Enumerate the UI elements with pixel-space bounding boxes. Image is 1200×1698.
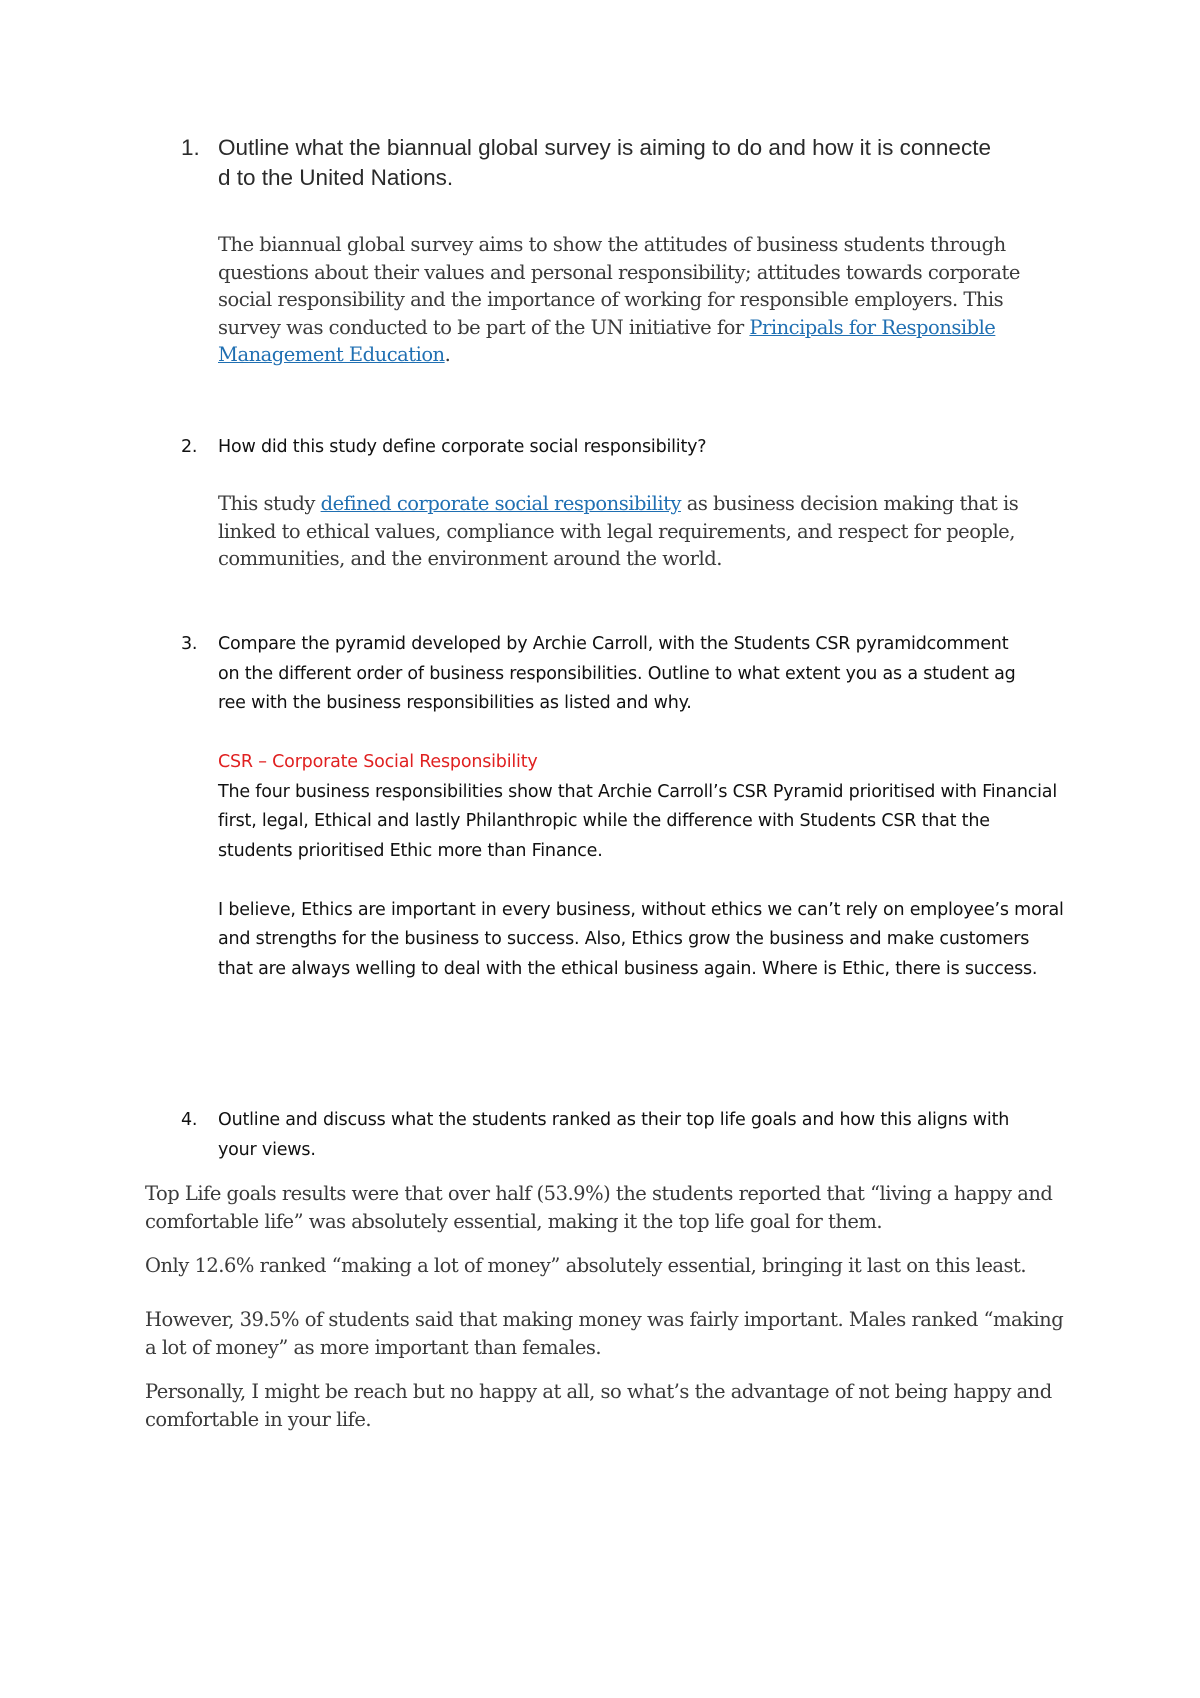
answer-2-text: as business decision making that is linked to ethical values, compliance with legal requirements, and respect for people, communities, and the environment around the world. — [218, 492, 1019, 570]
question-1-line-1: Outline what the biannual global survey is aiming to do and how it is connecte — [218, 135, 991, 160]
question-2-number: 2. — [181, 437, 198, 457]
question-3-text — [218, 630, 1118, 719]
question-3-line-2: on the different order of business responsibilities. Outline to what extent you as a student ag — [218, 663, 1016, 684]
answer-1-end: . — [444, 343, 451, 366]
answer-3-paragraph-1: The four business responsibilities show that Archie Carroll’s CSR Pyramid prioritised with Financial first, legal, Ethical and lastly Philanthropic while the difference with Students CSR that the students prioritised Ethic more than Finance. — [218, 781, 1057, 861]
question-3-line-3: ree with the business responsibilities as listed and why. — [218, 693, 692, 713]
question-4-line-2: your views. — [218, 1139, 316, 1160]
answer-4-paragraph-1: Top Life goals results were that over half (53.9%) the students reported that “living a happy and comfortable life” was absolutely essential, making it the top life goal for them. — [145, 1182, 1053, 1233]
question-4-line-1: Outline and discuss what the students ranked as their top life goals and how this aligns with — [218, 1110, 1010, 1130]
question-3-number: 3. — [181, 634, 198, 654]
answer-4-paragraph-4: Personally, I might be reach but no happy at all, so what’s the advantage of not being happy and comfortable in your life. — [145, 1380, 1052, 1431]
answer-2-start: This study — [218, 492, 321, 515]
answer-3-paragraph-2: I believe, Ethics are important in every business, without ethics we can’t rely on employee’s moral and strengths for the business to success. Also, Ethics grow the business and make customers that are always welling to deal with the ethical business again. Where is Ethic, there is success. — [218, 899, 1064, 979]
answer-4-paragraph-3: However, 39.5% of students said that making money was fairly important. Males ranked “making a lot of money” as more important than females. — [145, 1308, 1064, 1359]
answer-1 — [218, 231, 1063, 369]
question-4-number: 4. — [181, 1110, 198, 1130]
csr-heading: CSR – Corporate Social Responsibility — [218, 752, 538, 772]
question-4-text — [218, 1106, 1098, 1165]
question-1-line-2: d to the United Nations. — [218, 165, 454, 190]
question-1-text — [218, 133, 1098, 193]
prme-link[interactable]: Principals for Responsible Management Education — [218, 315, 996, 366]
answer-1-text: The biannual global survey aims to show the attitudes of business students through questions about their values and personal responsibility; attitudes towards corporate social responsibility and the importance of working for responsible employers. This survey was conducted to be part of the UN initiative for — [218, 233, 1020, 339]
question-1-number: 1. — [181, 135, 200, 160]
answer-4-paragraph-2: Only 12.6% ranked “making a lot of money” absolutely essential, bringing it last on this least. — [145, 1254, 1027, 1277]
csr-definition-link[interactable]: defined corporate social responsibility — [320, 492, 681, 515]
answer-2 — [218, 490, 1048, 573]
question-3-line-1: Compare the pyramid developed by Archie Carroll, with the Students CSR pyramidcomment — [218, 634, 1009, 654]
question-2-text: How did this study define corporate social responsibility? — [218, 437, 707, 457]
answer-3 — [218, 748, 1068, 984]
